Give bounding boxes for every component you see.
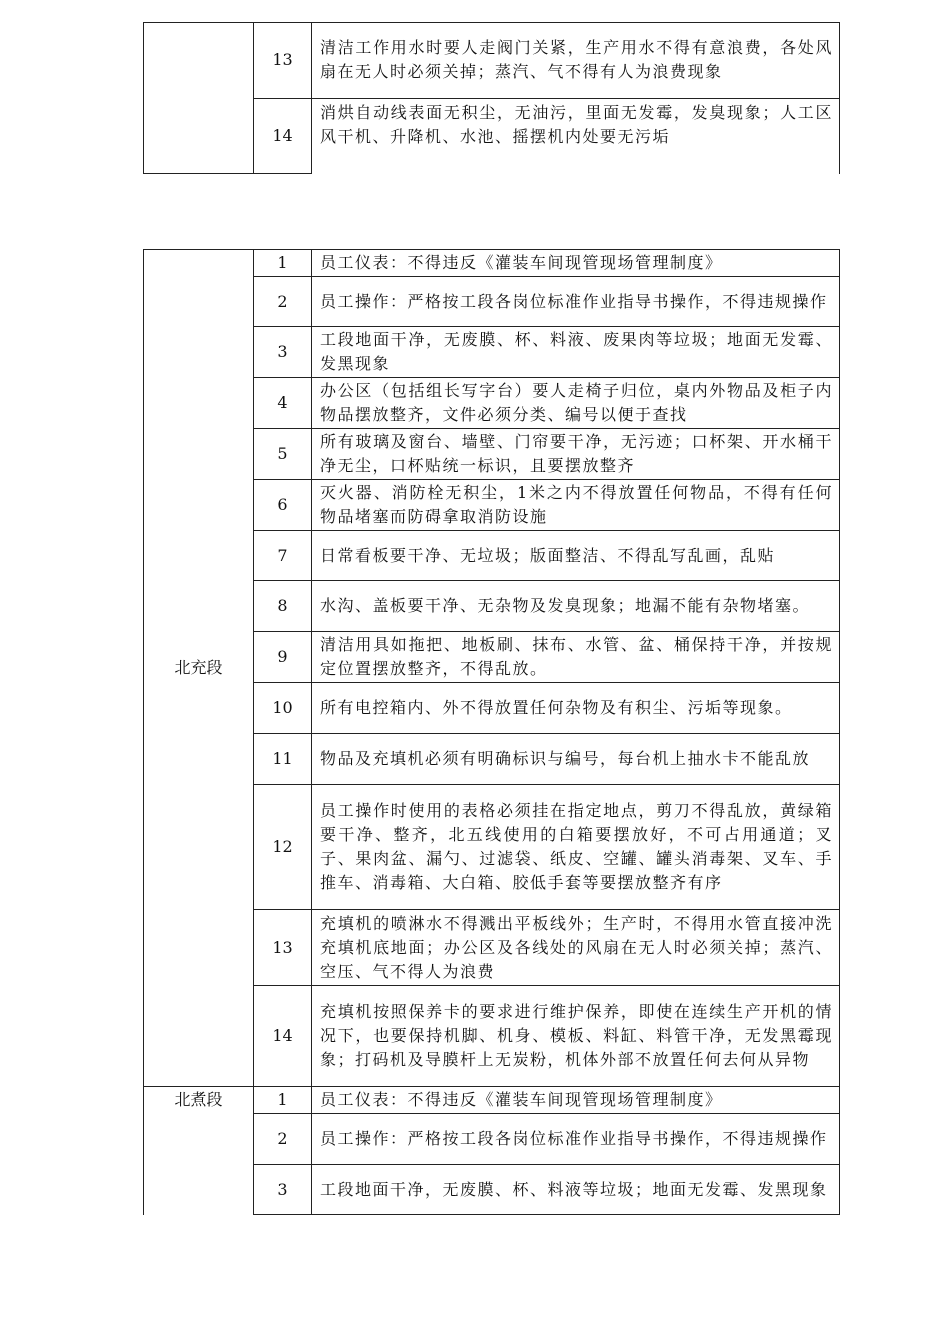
row-text: 所有电控箱内、外不得放置任何杂物及有积尘、污垢等现象。 bbox=[312, 683, 840, 734]
row-number: 2 bbox=[254, 1114, 312, 1165]
row-text: 物品及充填机必须有明确标识与编号，每台机上抽水卡不能乱放 bbox=[312, 734, 840, 785]
row-text: 灭火器、消防栓无积尘，1米之内不得放置任何物品，不得有任何物品堵塞而防碍拿取消防设施 bbox=[312, 480, 840, 531]
row-number: 2 bbox=[254, 277, 312, 327]
row-number: 14 bbox=[254, 986, 312, 1087]
section-name: 北煮段 bbox=[144, 1087, 254, 1114]
section-name: 北充段 bbox=[144, 250, 254, 1087]
standards-table-continued bbox=[143, 22, 840, 174]
row-number: 1 bbox=[254, 250, 312, 277]
row-number: 10 bbox=[254, 683, 312, 734]
row-text: 水沟、盖板要干净、无杂物及发臭现象；地漏不能有杂物堵塞。 bbox=[312, 581, 840, 632]
row-text: 充填机的喷淋水不得溅出平板线外；生产时，不得用水管直接冲洗充填机底地面；办公区及各线处的风扇在无人时必须关掉；蒸汽、空压、气不得人为浪费 bbox=[312, 910, 840, 986]
row-text: 日常看板要干净、无垃圾；版面整洁、不得乱写乱画，乱贴 bbox=[312, 531, 840, 581]
row-number: 3 bbox=[254, 1165, 312, 1215]
row-text: 清洁工作用水时要人走阀门关紧，生产用水不得有意浪费，各处风扇在无人时必须关掉；蒸汽、气不得有人为浪费现象 bbox=[312, 23, 840, 99]
row-text: 办公区（包括组长写字台）要人走椅子归位，桌内外物品及柜子内物品摆放整齐，文件必须分类、编号以便于查找 bbox=[312, 378, 840, 429]
section-cell-empty bbox=[144, 1165, 254, 1215]
section-cell-empty bbox=[144, 23, 254, 174]
row-number: 13 bbox=[254, 23, 312, 99]
row-number: 5 bbox=[254, 429, 312, 480]
row-text: 员工操作时使用的表格必须挂在指定地点，剪刀不得乱放，黄绿箱要干净、整齐，北五线使用的白箱要摆放好，不可占用通道；叉子、果肉盆、漏勺、过滤袋、纸皮、空罐、罐头消毒架、叉车、手推车、消毒箱、大白箱、胶低手套等要摆放整齐有序 bbox=[312, 785, 840, 910]
row-text: 工段地面干净，无废膜、杯、料液等垃圾；地面无发霉、发黑现象 bbox=[312, 1165, 840, 1215]
row-number: 4 bbox=[254, 378, 312, 429]
row-text: 员工操作：严格按工段各岗位标准作业指导书操作，不得违规操作 bbox=[312, 1114, 840, 1165]
row-text: 员工操作：严格按工段各岗位标准作业指导书操作，不得违规操作 bbox=[312, 277, 840, 327]
table-row bbox=[144, 23, 840, 99]
row-text: 员工仪表：不得违反《灌装车间现管现场管理制度》 bbox=[312, 250, 840, 277]
table-row bbox=[144, 1087, 840, 1114]
section-cell-empty bbox=[144, 1114, 254, 1165]
row-number: 9 bbox=[254, 632, 312, 683]
row-number: 12 bbox=[254, 785, 312, 910]
row-number: 1 bbox=[254, 1087, 312, 1114]
row-text: 清洁用具如拖把、地板刷、抹布、水管、盆、桶保持干净，并按规定位置摆放整齐，不得乱放。 bbox=[312, 632, 840, 683]
table-row bbox=[144, 250, 840, 277]
row-text: 消烘自动线表面无积尘，无油污，里面无发霉，发臭现象；人工区风干机、升降机、水池、摇摆机内处要无污垢 bbox=[312, 98, 840, 174]
row-number: 11 bbox=[254, 734, 312, 785]
row-text: 工段地面干净，无废膜、杯、料液、废果肉等垃圾；地面无发霉、发黑现象 bbox=[312, 327, 840, 378]
row-number: 3 bbox=[254, 327, 312, 378]
standards-table bbox=[143, 249, 840, 1215]
row-text: 所有玻璃及窗台、墙壁、门帘要干净，无污迹；口杯架、开水桶干净无尘，口杯贴统一标识，且要摆放整齐 bbox=[312, 429, 840, 480]
row-number: 6 bbox=[254, 480, 312, 531]
row-text: 员工仪表：不得违反《灌装车间现管现场管理制度》 bbox=[312, 1087, 840, 1114]
row-text: 充填机按照保养卡的要求进行维护保养，即使在连续生产开机的情况下，也要保持机脚、机身、模板、料缸、料管干净，无发黑霉现象；打码机及导膜杆上无炭粉，机体外部不放置任何去何从异物 bbox=[312, 986, 840, 1087]
row-number: 14 bbox=[254, 98, 312, 174]
table-row bbox=[144, 1114, 840, 1165]
row-number: 13 bbox=[254, 910, 312, 986]
table-row bbox=[144, 1165, 840, 1215]
row-number: 7 bbox=[254, 531, 312, 581]
row-number: 8 bbox=[254, 581, 312, 632]
